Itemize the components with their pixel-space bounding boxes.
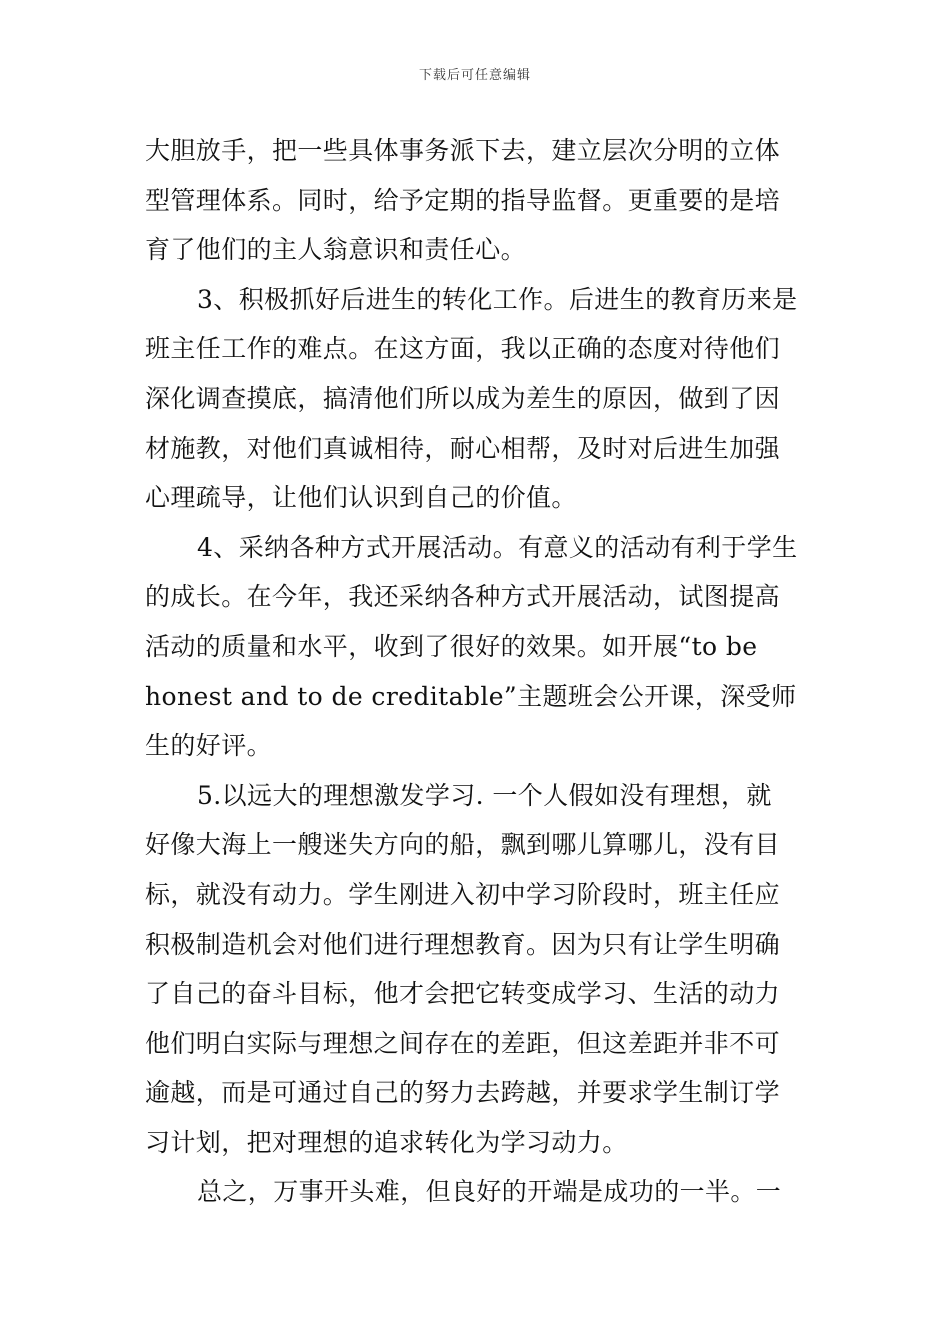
text-line: 逾越，而是可通过自己的努力去跨越，并要求学生制订学 xyxy=(145,1078,781,1108)
text-line: 生的好评。 xyxy=(145,731,273,761)
text-line: 积极制造机会对他们进行理想教育。因为只有让学生明确 xyxy=(145,929,781,959)
text-line: 班主任工作的难点。在这方面，我以正确的态度对待他们 xyxy=(145,334,781,364)
text-line: 习计划，把对理想的追求转化为学习动力。 xyxy=(145,1127,628,1157)
text-line: 心理疏导，让他们认识到自己的价值。 xyxy=(145,483,577,513)
text-line: 4、采纳各种方式开展活动。有意义的活动有利于学生 xyxy=(197,532,798,562)
text-line: 了自己的奋斗目标，他才会把它转变成学习、生活的动力 xyxy=(145,979,781,1009)
document-body xyxy=(145,126,810,1217)
page-header: 下载后可任意编辑 xyxy=(418,68,531,83)
text-line: 型管理体系。同时，给予定期的指导监督。更重要的是培 xyxy=(145,185,781,215)
text-line: 大胆放手，把一些具体事务派下去，建立层次分明的立体 xyxy=(145,136,781,165)
text-line: 的成长。在今年，我还采纳各种方式开展活动，试图提高 xyxy=(145,582,781,612)
text-line: 总之，万事开头难，但良好的开端是成功的一半。一 xyxy=(197,1177,782,1207)
text-line: 育了他们的主人翁意识和责任心。 xyxy=(145,235,527,265)
text-line: 材施教，对他们真诚相待，耐心相帮，及时对后进生加强 xyxy=(145,433,781,463)
text-line: 3、积极抓好后进生的转化工作。后进生的教育历来是 xyxy=(197,284,798,314)
text-line: 标，就没有动力。学生刚进入初中学习阶段时，班主任应 xyxy=(145,879,781,909)
text-line: 他们明白实际与理想之间存在的差距，但这差距并非不可 xyxy=(145,1028,781,1058)
text-line: 5.以远大的理想激发学习. 一个人假如没有理想，就 xyxy=(197,780,772,810)
text-line: 好像大海上一艘迷失方向的船，飘到哪儿算哪儿，没有目 xyxy=(145,830,781,860)
text-line: 活动的质量和水平，收到了很好的效果。如开展“to be xyxy=(145,631,758,661)
text-line: honest and to de creditable”主题班会公开课，深受师 xyxy=(145,681,797,711)
text-line: 深化调查摸底，搞清他们所以成为差生的原因，做到了因 xyxy=(145,383,781,413)
